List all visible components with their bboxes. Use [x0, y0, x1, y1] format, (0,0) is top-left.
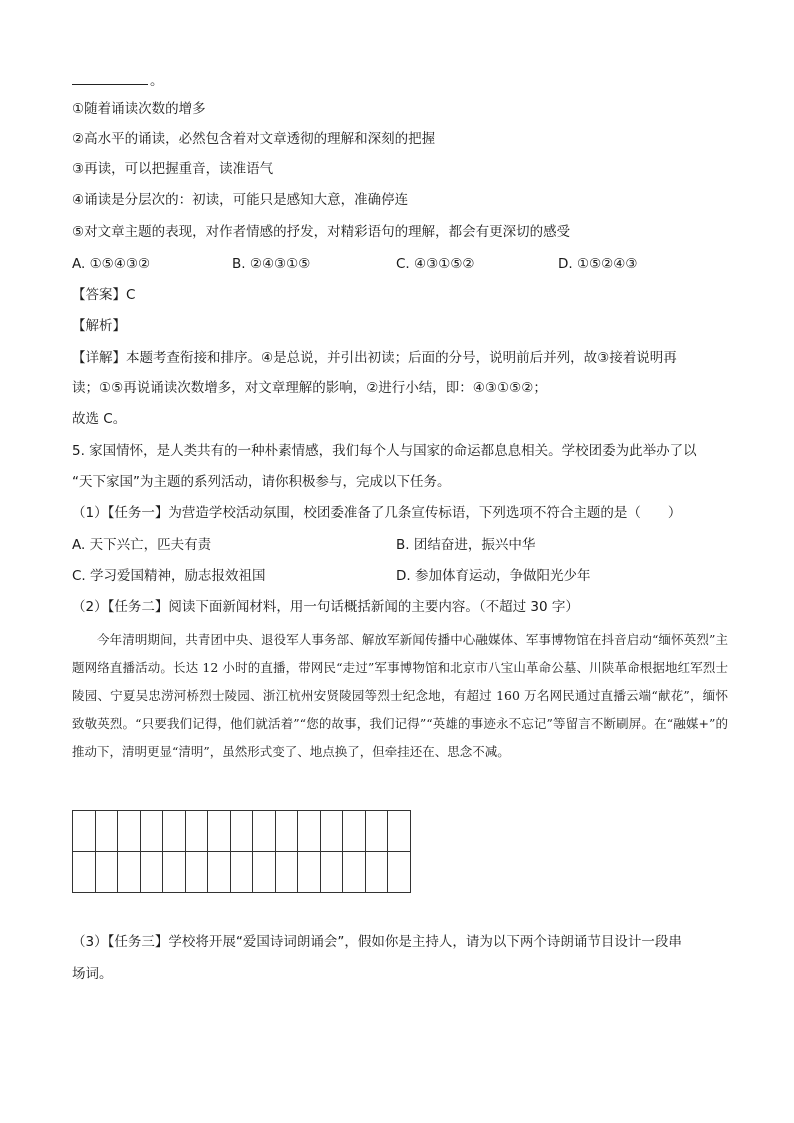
grid-row: [73, 852, 411, 893]
answer-label: 【答案】C: [72, 287, 136, 303]
grid-cell[interactable]: [275, 811, 298, 852]
grid-cell[interactable]: [343, 811, 366, 852]
grid-cell[interactable]: [320, 852, 343, 893]
grid-cell[interactable]: [365, 811, 388, 852]
task3-prompt-line-2: 场词。: [72, 966, 113, 982]
news-paragraph: 今年清明期间，共青团中央、退役军人事务部、解放军新闻传播中心融媒体、军事博物馆在抖音启动“缅怀英烈”主题网络直播活动。长达 12 小时的直播，带网民“走过”军事博物馆和北京市八宝山革命公墓、川陕革命根据地红军烈士陵园、宁夏吴忠涝河桥烈士陵园、浙江杭州安贤陵园等烈士纪念地，有超过 160 万名网民通过直播云端“献花”，缅怀致敬英烈。“只要我们记得，他们就活着”“您的故事，我们记得”“英雄的事迹永不忘记”等留言不断刷屏。在“融媒+”的推动下，清明更显“清明”，虽然形式变了、地点换了，但牵挂还在、思念不减。: [72, 632, 728, 759]
grid-cell[interactable]: [343, 852, 366, 893]
grid-cell[interactable]: [230, 852, 253, 893]
sentence-1: ①随着诵读次数的增多: [72, 101, 206, 117]
sentence-4: ④诵读是分层次的：初读，可能只是感知大意，准确停连: [72, 192, 409, 208]
q4-option-c[interactable]: C. ④③①⑤②: [396, 256, 475, 272]
news-material: [72, 626, 728, 766]
q4-option-b[interactable]: B. ②④③①⑤: [232, 256, 311, 272]
task1-option-a[interactable]: A. 天下兴亡，匹夫有责: [72, 537, 212, 553]
grid-cell[interactable]: [298, 811, 321, 852]
sentence-2: ②高水平的诵读，必然包含着对文章透彻的理解和深刻的把握: [72, 131, 436, 147]
grid-cell[interactable]: [118, 852, 141, 893]
grid-cell[interactable]: [163, 852, 186, 893]
grid-cell[interactable]: [95, 852, 118, 893]
answer-blank[interactable]: [72, 70, 148, 85]
grid-cell[interactable]: [208, 811, 231, 852]
task1-option-c[interactable]: C. 学习爱国精神，励志报效祖国: [72, 568, 266, 584]
grid-cell[interactable]: [118, 811, 141, 852]
q5-stem-line-2: “天下家国”为主题的系列活动，请你积极参与，完成以下任务。: [72, 474, 451, 490]
grid-cell[interactable]: [95, 811, 118, 852]
grid-cell[interactable]: [253, 852, 276, 893]
grid-cell[interactable]: [163, 811, 186, 852]
q5-stem-line-1: 5. 家国情怀，是人类共有的一种朴素情感，我们每个人与国家的命运都息息相关。学校团委为此举办了以: [72, 443, 697, 459]
grid-cell[interactable]: [140, 852, 163, 893]
task2-prompt: （2）【任务二】阅读下面新闻材料，用一句话概括新闻的主要内容。（不超过 30 字）: [72, 599, 579, 615]
grid-cell[interactable]: [388, 811, 411, 852]
grid-cell[interactable]: [73, 852, 96, 893]
grid-cell[interactable]: [320, 811, 343, 852]
grid-cell[interactable]: [275, 852, 298, 893]
grid-cell[interactable]: [185, 811, 208, 852]
detail-line-1: 【详解】本题考查衔接和排序。④是总说，并引出初读；后面的分号，说明前后并列，故③接着说明再: [72, 350, 677, 366]
task1-option-d[interactable]: D. 参加体育运动，争做阳光少年: [396, 568, 591, 584]
grid-row: [73, 811, 411, 852]
grid-cell[interactable]: [388, 852, 411, 893]
grid-cell[interactable]: [185, 852, 208, 893]
grid-cell[interactable]: [73, 811, 96, 852]
answer-grid[interactable]: [72, 810, 411, 893]
sentence-3: ③再读，可以把握重音，读准语气: [72, 161, 274, 177]
grid-cell[interactable]: [365, 852, 388, 893]
task3-prompt-line-1: （3）【任务三】学校将开展“爱国诗词朗诵会”，假如你是主持人，请为以下两个诗朗诵节目设计一段串: [72, 934, 682, 950]
grid-cell[interactable]: [230, 811, 253, 852]
detail-line-2: 读；①⑤再说诵读次数增多，对文章理解的影响，②进行小结，即：④③①⑤②；: [72, 380, 547, 396]
answer-blank-line: 。: [72, 70, 164, 91]
q4-option-d[interactable]: D. ①⑤②④③: [558, 256, 638, 272]
grid-cell[interactable]: [253, 811, 276, 852]
q4-option-a[interactable]: A. ①⑤④③②: [72, 256, 151, 272]
grid-cell[interactable]: [298, 852, 321, 893]
grid-cell[interactable]: [208, 852, 231, 893]
detail-line-3: 故选 C。: [72, 411, 127, 427]
analysis-label: 【解析】: [72, 318, 126, 334]
sentence-5: ⑤对文章主题的表现，对作者情感的抒发，对精彩语句的理解，都会有更深切的感受: [72, 224, 571, 240]
grid-cell[interactable]: [140, 811, 163, 852]
task1-prompt: （1）【任务一】为营造学校活动氛围，校团委准备了几条宣传标语，下列选项不符合主题的是（ ）: [72, 505, 682, 521]
task1-option-b[interactable]: B. 团结奋进，振兴中华: [396, 537, 536, 553]
